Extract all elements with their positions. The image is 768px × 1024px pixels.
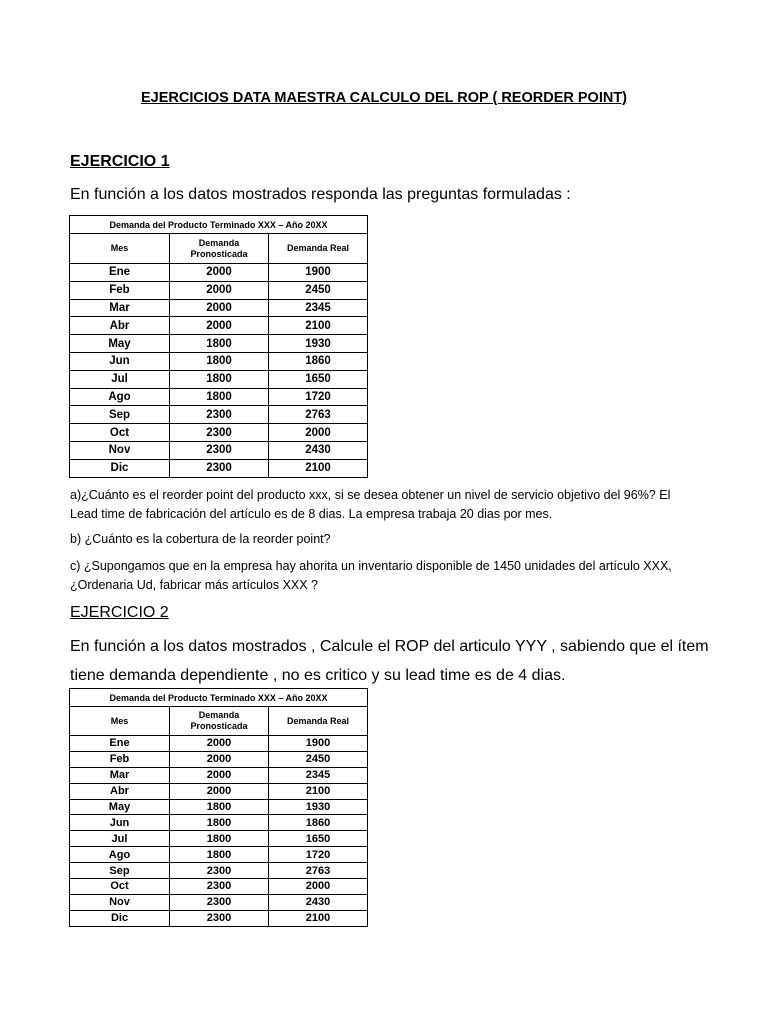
month-cell: Abr — [70, 317, 170, 335]
forecast-cell: 2000 — [170, 317, 269, 335]
forecast-cell: 1800 — [170, 799, 269, 815]
actual-cell: 1650 — [269, 831, 368, 847]
actual-cell: 2430 — [269, 441, 368, 459]
table-caption: Demanda del Producto Terminado XXX – Año 20XX — [70, 689, 368, 707]
forecast-cell: 2000 — [170, 264, 269, 282]
forecast-cell: 2300 — [170, 459, 269, 477]
month-cell: Ago — [70, 847, 170, 863]
month-cell: Jun — [70, 352, 170, 370]
demand-table-1 — [69, 215, 368, 478]
month-cell: Feb — [70, 751, 170, 767]
forecast-cell: 1800 — [170, 847, 269, 863]
forecast-cell: 2300 — [170, 910, 269, 926]
table-row — [70, 388, 368, 406]
table-caption: Demanda del Producto Terminado XXX – Año 20XX — [70, 216, 368, 234]
table-row — [70, 281, 368, 299]
question-c: c) ¿Supongamos que en la empresa hay ahorita un inventario disponible de 1450 unidades del artículo XXX, ¿Ordenaria Ud, fabricar más artículos XXX ? — [70, 559, 672, 592]
forecast-cell: 2300 — [170, 441, 269, 459]
actual-cell: 1930 — [269, 799, 368, 815]
forecast-cell: 1800 — [170, 815, 269, 831]
forecast-cell: 2300 — [170, 424, 269, 442]
forecast-cell: 2000 — [170, 299, 269, 317]
actual-cell: 2450 — [269, 751, 368, 767]
forecast-cell: 2000 — [170, 736, 269, 752]
month-cell: Ene — [70, 264, 170, 282]
actual-cell: 1860 — [269, 815, 368, 831]
month-cell: Ene — [70, 736, 170, 752]
month-cell: Oct — [70, 424, 170, 442]
month-cell: Abr — [70, 783, 170, 799]
actual-cell: 1720 — [269, 847, 368, 863]
actual-cell: 2763 — [269, 406, 368, 424]
actual-cell: 1900 — [269, 736, 368, 752]
exercise-2-heading: EJERCICIO 2 — [70, 604, 169, 621]
actual-cell: 2100 — [269, 317, 368, 335]
actual-cell: 2000 — [269, 424, 368, 442]
page-title: EJERCICIOS DATA MAESTRA CALCULO DEL ROP ( REORDER POINT) — [140, 90, 628, 106]
actual-cell: 2345 — [269, 299, 368, 317]
table-row — [70, 370, 368, 388]
table-row — [70, 894, 368, 910]
exercise-2-intro: En función a los datos mostrados , Calcule el ROP del articulo YYY , sabiendo que el ítem tiene demanda dependiente , no es critico y su lead time es de 4 dias. — [70, 638, 709, 684]
forecast-cell: 2300 — [170, 894, 269, 910]
month-cell: Oct — [70, 879, 170, 895]
month-cell: Jul — [70, 831, 170, 847]
table-row — [70, 299, 368, 317]
table-row — [70, 736, 368, 752]
month-cell: May — [70, 799, 170, 815]
table-row — [70, 264, 368, 282]
table-row — [70, 459, 368, 477]
forecast-cell: 2300 — [170, 406, 269, 424]
actual-cell: 2000 — [269, 879, 368, 895]
table-row — [70, 863, 368, 879]
table-row — [70, 441, 368, 459]
exercise-1-intro: En función a los datos mostrados responda las preguntas formuladas : — [70, 186, 571, 203]
column-header-pronosticada: Demanda Pronosticada — [170, 707, 269, 736]
forecast-cell: 2000 — [170, 281, 269, 299]
month-cell: Nov — [70, 441, 170, 459]
month-cell: Dic — [70, 910, 170, 926]
month-cell: Nov — [70, 894, 170, 910]
actual-cell: 2430 — [269, 894, 368, 910]
table-row — [70, 751, 368, 767]
forecast-cell: 2000 — [170, 767, 269, 783]
month-cell: Mar — [70, 767, 170, 783]
column-header-real: Demanda Real — [269, 234, 368, 264]
demand-table-2 — [69, 688, 368, 927]
table-row — [70, 767, 368, 783]
table-row — [70, 406, 368, 424]
actual-cell: 1650 — [269, 370, 368, 388]
actual-cell: 2450 — [269, 281, 368, 299]
table-row — [70, 317, 368, 335]
table-row — [70, 352, 368, 370]
table-row — [70, 910, 368, 926]
month-cell: May — [70, 335, 170, 353]
column-header-real: Demanda Real — [269, 707, 368, 736]
forecast-cell: 1800 — [170, 352, 269, 370]
actual-cell: 1930 — [269, 335, 368, 353]
actual-cell: 2345 — [269, 767, 368, 783]
table-row — [70, 815, 368, 831]
forecast-cell: 2000 — [170, 751, 269, 767]
column-header-pronosticada: Demanda Pronosticada — [170, 234, 269, 264]
forecast-cell: 2300 — [170, 863, 269, 879]
month-cell: Jun — [70, 815, 170, 831]
exercise-1-heading: EJERCICIO 1 — [70, 153, 170, 170]
month-cell: Sep — [70, 406, 170, 424]
actual-cell: 1720 — [269, 388, 368, 406]
actual-cell: 1900 — [269, 264, 368, 282]
column-header-mes: Mes — [70, 707, 170, 736]
table-row — [70, 879, 368, 895]
forecast-cell: 1800 — [170, 831, 269, 847]
table-row — [70, 847, 368, 863]
month-cell: Feb — [70, 281, 170, 299]
table-row — [70, 799, 368, 815]
forecast-cell: 1800 — [170, 388, 269, 406]
forecast-cell: 1800 — [170, 370, 269, 388]
month-cell: Ago — [70, 388, 170, 406]
month-cell: Sep — [70, 863, 170, 879]
actual-cell: 2100 — [269, 783, 368, 799]
actual-cell: 1860 — [269, 352, 368, 370]
column-header-mes: Mes — [70, 234, 170, 264]
forecast-cell: 2000 — [170, 783, 269, 799]
actual-cell: 2100 — [269, 459, 368, 477]
actual-cell: 2763 — [269, 863, 368, 879]
month-cell: Mar — [70, 299, 170, 317]
table-row — [70, 424, 368, 442]
forecast-cell: 1800 — [170, 335, 269, 353]
table-row — [70, 783, 368, 799]
actual-cell: 2100 — [269, 910, 368, 926]
table-row — [70, 335, 368, 353]
table-row — [70, 831, 368, 847]
month-cell: Jul — [70, 370, 170, 388]
question-b: b) ¿Cuánto es la cobertura de la reorder point? — [70, 532, 331, 546]
forecast-cell: 2300 — [170, 879, 269, 895]
month-cell: Dic — [70, 459, 170, 477]
question-a: a)¿Cuánto es el reorder point del producto xxx, si se desea obtener un nivel de servicio objetivo del 96%? El Lead time de fabricación del artículo es de 8 dias. La empresa trabaja 20 dias por mes. — [70, 488, 671, 521]
